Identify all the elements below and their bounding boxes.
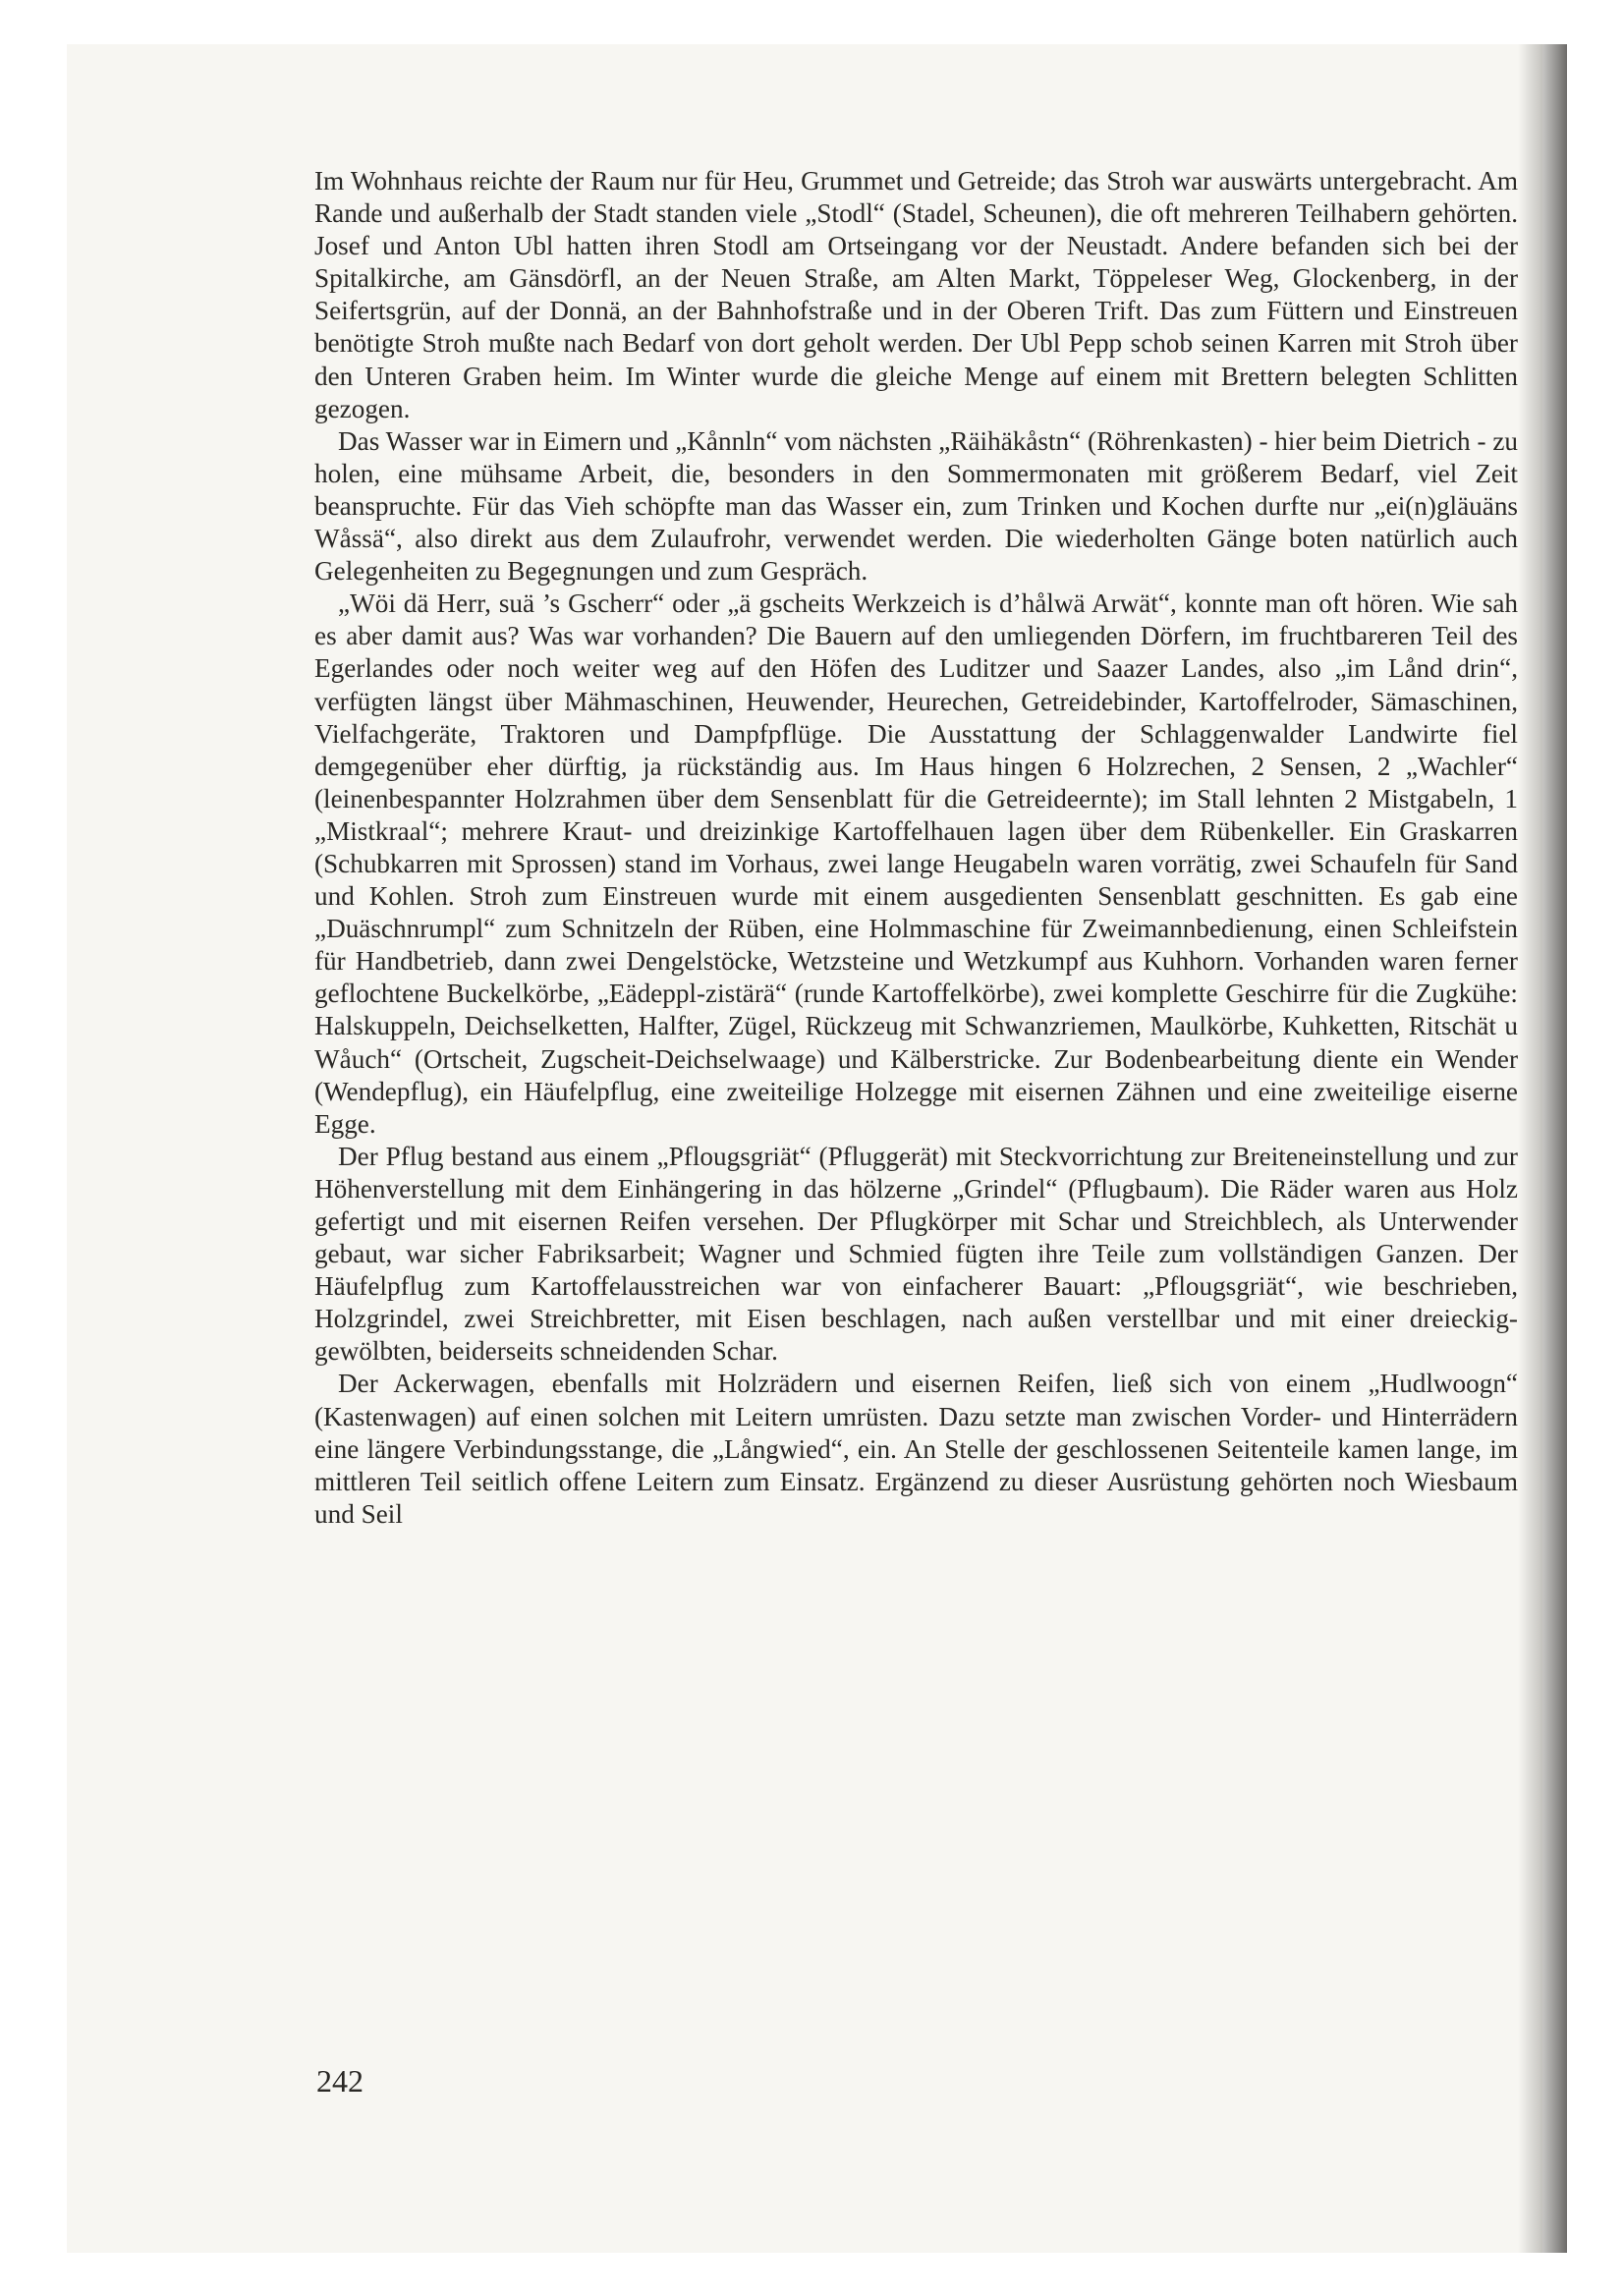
paragraph: Der Pflug bestand aus einem „Pflougsgriät“ (Pfluggerät) mit Steckvorrichtung zur Breiteneinstellung und zur Höhenverstellung mit dem Einhängering in das hölzerne „Grindel“ (Pflugbaum). Die Räder waren aus Holz gefertigt und mit eisernen Reifen versehen. Der Pflugkörper mit Schar und Streichblech, als Unterwender gebaut, war sicher Fabriksarbeit; Wagner und Schmied fügten ihre Teile zum vollständigen Ganzen. Der Häufelpflug zum Kartoffelausstreichen war von einfacherer Bauart: „Pflougsgriät“, wie beschrieben, Holzgrindel, zwei Streichbretter, mit Eisen beschlagen, nach außen verstellbar und mit einer dreieckig-gewölbten, beiderseits schneidenden Schar. bbox=[314, 1141, 1518, 1367]
book-spine-shadow bbox=[1518, 44, 1567, 2253]
paragraph: Das Wasser war in Eimern und „Kånnln“ vom nächsten „Räihäkåstn“ (Röhrenkasten) - hier beim Dietrich - zu holen, eine mühsame Arbeit, die, besonders in den Sommermonaten mit größerem Bedarf, viel Zeit beanspruchte. Für das Vieh schöpfte man das Wasser ein, zum Trinken und Kochen durfte nur „ei(n)gläuäns Wåssä“, also direkt aus dem Zulaufrohr, verwendet werden. Die wiederholten Gänge boten natürlich auch Gelegenheiten zu Begegnungen und zum Gespräch. bbox=[314, 425, 1518, 587]
body-text bbox=[314, 165, 1518, 1531]
paragraph: Der Ackerwagen, ebenfalls mit Holzrädern und eisernen Reifen, ließ sich von einem „Hudlwoogn“ (Kastenwagen) auf einen solchen mit Leitern umrüsten. Dazu setzte man zwischen Vorder- und Hinterrädern eine längere Verbindungsstange, die „Långwied“, ein. An Stelle der geschlossenen Seitenteile kamen lange, im mittleren Teil seitlich offene Leitern zum Einsatz. Ergänzend zu dieser Ausrüstung gehörten noch Wiesbaum und Seil bbox=[314, 1369, 1518, 1529]
page-number: 242 bbox=[316, 2063, 364, 2099]
paragraph: „Wöi dä Herr, suä ’s Gscherr“ oder „ä gscheits Werkzeich is d’hålwä Arwät“, konnte man oft hören. Wie sah es aber damit aus? Was war vorhanden? Die Bauern auf den umliegenden Dörfern, im fruchtbareren Teil des Egerlandes oder noch weiter weg auf den Höfen des Luditzer und Saazer Landes, also „im Lånd drin“, verfügten längst über Mähmaschinen, Heuwender, Heurechen, Getreidebinder, Kartoffelroder, Sämaschinen, Vielfachgeräte, Traktoren und Dampfpflüge. Die Ausstattung der Schlaggenwalder Landwirte fiel demgegenüber eher dürftig, ja rückständig aus. Im Haus hingen 6 Holzrechen, 2 Sensen, 2 „Wachler“ (leinenbespannter Holzrahmen über dem Sensenblatt für die Getreideernte); im Stall lehnten 2 Mistgabeln, 1 „Mistkraal“; mehrere Kraut- und dreizinkige Kartoffelhauen lagen über dem Rübenkeller. Ein Graskarren (Schubkarren mit Sprossen) stand im Vorhaus, zwei lange Heugabeln waren vorrätig, zwei Schaufeln für Sand und Kohlen. Stroh zum Einstreuen wurde mit einem ausgedienten Sensenblatt geschnitten. Es gab eine „Duäschnrumpl“ zum Schnitzeln der Rüben, eine Holmmaschine für Zweimannbedienung, einen Schleifstein für Handbetrieb, dann zwei Dengelstöcke, Wetzsteine und Wetzkumpf aus Kuhhorn. Vorhanden waren ferner geflochtene Buckelkörbe, „Eädeppl-zistärä“ (runde Kartoffelkörbe), zwei komplette Geschirre für die Zugkühe: Halskuppeln, Deichselketten, Halfter, Zügel, Rückzeug mit Schwanzriemen, Maulkörbe, Kuhketten, Ritschät u Wåuch“ (Ortscheit, Zugscheit-Deichselwaage) und Kälberstricke. Zur Bodenbearbeitung diente ein Wender (Wendepflug), ein Häufelpflug, eine zweiteilige Holzegge mit eisernen Zähnen und eine zweiteilige eiserne Egge. bbox=[314, 588, 1518, 1139]
paragraph: Im Wohnhaus reichte der Raum nur für Heu, Grummet und Getreide; das Stroh war auswärts untergebracht. Am Rande und außerhalb der Stadt standen viele „Stodl“ (Stadel, Scheunen), die oft mehreren Teilhabern gehörten. Josef und Anton Ubl hatten ihren Stodl am Ortseingang vor der Neustadt. Andere befanden sich bei der Spitalkirche, am Gänsdörfl, an der Neuen Straße, am Alten Markt, Töppeleser Weg, Glockenberg, in der Seifertsgrün, auf der Donnä, an der Bahnhofstraße und in der Oberen Trift. Das zum Füttern und Einstreuen benötigte Stroh mußte nach Bedarf von dort geholt werden. Der Ubl Pepp schob seinen Karren mit Stroh über den Unteren Graben heim. Im Winter wurde die gleiche Menge auf einem mit Brettern belegten Schlitten gezogen. bbox=[314, 166, 1518, 423]
